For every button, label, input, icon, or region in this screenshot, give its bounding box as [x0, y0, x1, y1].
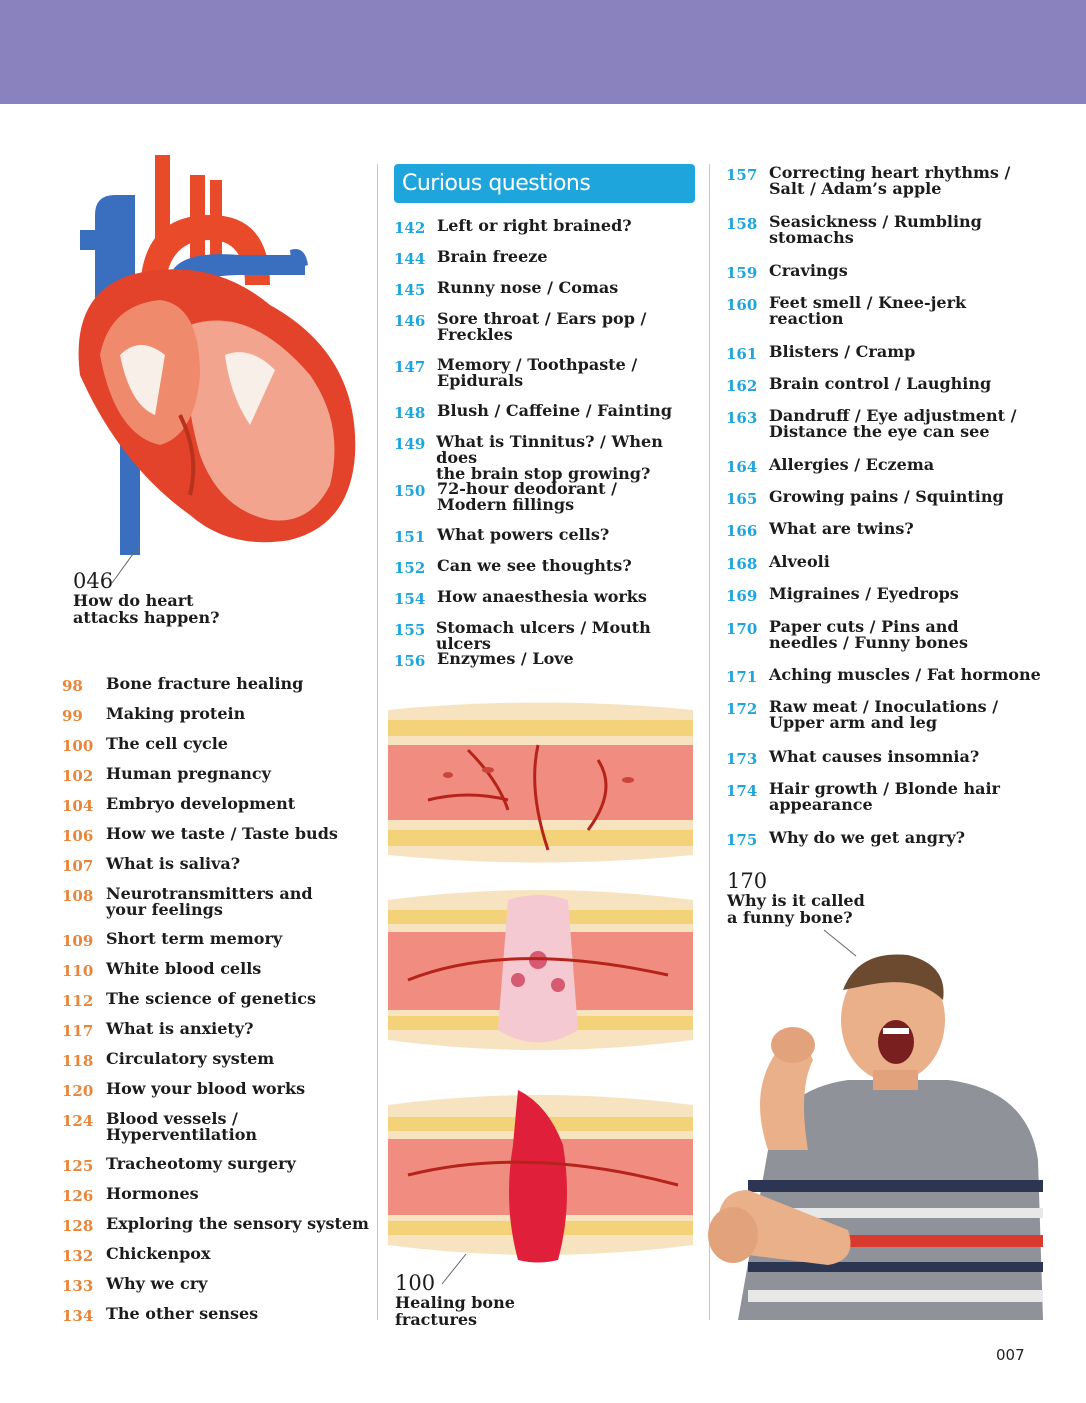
- column-divider-left: [377, 164, 378, 1320]
- contents-entry[interactable]: [726, 214, 982, 246]
- contents-list-right: [726, 165, 1046, 855]
- caption-text-line2: attacks happen?: [73, 608, 220, 627]
- contents-entry[interactable]: [62, 1021, 253, 1039]
- contents-entry[interactable]: [726, 586, 959, 604]
- entry-title: How we taste / Taste buds: [106, 824, 338, 843]
- contents-entry[interactable]: [726, 263, 848, 281]
- entry-title: Circulatory system: [106, 1049, 275, 1068]
- entry-title: Migraines / Eyedrops: [769, 584, 959, 603]
- entry-title: [769, 619, 968, 651]
- contents-entry[interactable]: [394, 280, 618, 298]
- contents-entry[interactable]: [62, 1276, 207, 1294]
- entry-title: Aching muscles / Fat hormone: [769, 665, 1041, 684]
- entry-page-number: 156: [394, 652, 426, 670]
- entry-page-number: 174: [726, 782, 758, 800]
- entry-title: [437, 481, 617, 513]
- entry-title: What is anxiety?: [106, 1019, 254, 1038]
- entry-title: [437, 311, 646, 343]
- entry-title-line1: Hair growth / Blonde hair: [769, 779, 1000, 798]
- caption-text-line2: a funny bone?: [727, 908, 853, 927]
- contents-entry[interactable]: [62, 1081, 305, 1099]
- entry-title: [436, 434, 704, 482]
- entry-title-line2: appearance: [769, 795, 873, 814]
- heart-illustration: [60, 155, 370, 555]
- entry-title: Blush / Caffeine / Fainting: [437, 401, 672, 420]
- contents-entry[interactable]: [394, 357, 637, 389]
- entry-title: Brain control / Laughing: [769, 374, 992, 393]
- entry-page-number: 112: [62, 992, 94, 1010]
- entry-page-number: 150: [394, 482, 426, 500]
- entry-title: Embryo development: [106, 794, 296, 813]
- entry-page-number: 154: [394, 590, 426, 608]
- entry-page-number: 126: [62, 1187, 94, 1205]
- contents-entry[interactable]: [62, 931, 282, 949]
- entry-title: Allergies / Eczema: [769, 455, 935, 474]
- entry-page-number: 133: [62, 1277, 94, 1295]
- entry-page-number: 142: [394, 219, 426, 237]
- contents-entry[interactable]: [394, 311, 646, 343]
- entry-page-number: 99: [62, 707, 83, 725]
- heart-caption: [73, 570, 219, 626]
- entry-title: What is saliva?: [106, 854, 241, 873]
- contents-entry[interactable]: [394, 620, 704, 652]
- entry-page-number: 132: [62, 1247, 94, 1265]
- entry-page-number: 148: [394, 404, 426, 422]
- entry-page-number: 158: [726, 215, 758, 233]
- entry-title-line2: the brain stop growing?: [436, 464, 651, 483]
- entry-title-line1: Feet smell / Knee-jerk: [769, 293, 967, 312]
- entry-title: Bone fracture healing: [106, 674, 304, 693]
- funny-bone-caption: [727, 870, 865, 926]
- entry-title-line1: Memory / Toothpaste /: [437, 355, 638, 374]
- entry-page-number: 100: [62, 737, 94, 755]
- contents-entry[interactable]: [726, 619, 968, 651]
- contents-entry[interactable]: [62, 676, 303, 694]
- entry-page-number: 104: [62, 797, 94, 815]
- entry-title-line2: Distance the eye can see: [769, 422, 990, 441]
- caption-page-number: 046: [73, 569, 114, 593]
- contents-entry[interactable]: [726, 830, 965, 848]
- contents-entry[interactable]: [62, 991, 316, 1009]
- bone-fracture-illustration-2: [388, 880, 693, 1060]
- contents-entry[interactable]: [62, 796, 295, 814]
- entry-title-line2: Epidurals: [437, 371, 524, 390]
- entry-title: Why do we get angry?: [769, 828, 966, 847]
- entry-page-number: 152: [394, 559, 426, 577]
- entry-title: [769, 214, 982, 246]
- entry-title: What are twins?: [769, 519, 914, 538]
- entry-title: Growing pains / Squinting: [769, 487, 1004, 506]
- entry-page-number: 147: [394, 358, 426, 376]
- contents-entry[interactable]: [726, 699, 998, 731]
- entry-title-line1: Seasickness / Rumbling: [769, 212, 982, 231]
- contents-entry[interactable]: [726, 667, 1041, 685]
- caption-text-line1: Healing bone: [395, 1293, 515, 1312]
- entry-page-number: 98: [62, 677, 83, 695]
- entry-title-line2: needles / Funny bones: [769, 633, 968, 652]
- entry-title: [106, 1111, 257, 1143]
- entry-title: Blisters / Cramp: [769, 342, 916, 361]
- entry-page-number: 151: [394, 528, 426, 546]
- entry-page-number: 109: [62, 932, 94, 950]
- entry-title-line1: Paper cuts / Pins and: [769, 617, 959, 636]
- contents-entry[interactable]: [726, 489, 1004, 507]
- entry-page-number: 120: [62, 1082, 94, 1100]
- contents-entry[interactable]: [62, 826, 338, 844]
- entry-page-number: 149: [394, 435, 426, 453]
- contents-entry[interactable]: [394, 403, 672, 421]
- entry-page-number: 162: [726, 377, 758, 395]
- entry-title: [769, 781, 1000, 813]
- caption-text-line1: How do heart: [73, 591, 194, 610]
- entry-title-line1: Correcting heart rhythms /: [769, 163, 1011, 182]
- entry-title: Short term memory: [106, 929, 283, 948]
- entry-title: Chickenpox: [106, 1244, 211, 1263]
- entry-page-number: 125: [62, 1157, 94, 1175]
- entry-title-line2: Freckles: [437, 325, 513, 344]
- entry-page-number: 134: [62, 1307, 94, 1325]
- entry-page-number: 110: [62, 962, 94, 980]
- entry-title-line2: stomachs: [769, 228, 854, 247]
- entry-title: [437, 357, 637, 389]
- entry-title: Making protein: [106, 704, 246, 723]
- contents-entry[interactable]: [62, 1246, 210, 1264]
- entry-title: The cell cycle: [106, 734, 228, 753]
- entry-title: How your blood works: [106, 1079, 306, 1098]
- contents-entry[interactable]: [726, 521, 914, 539]
- entry-title-line1: Neurotransmitters and: [106, 884, 313, 903]
- entry-title: What causes insomnia?: [769, 747, 980, 766]
- entry-page-number: 145: [394, 281, 426, 299]
- entry-page-number: 128: [62, 1217, 94, 1235]
- contents-entry[interactable]: [62, 1156, 296, 1174]
- entry-page-number: 117: [62, 1022, 94, 1040]
- contents-entry[interactable]: [394, 558, 632, 576]
- contents-entry[interactable]: [62, 1051, 274, 1069]
- contents-entry[interactable]: [726, 408, 1016, 440]
- entry-title: What powers cells?: [437, 525, 610, 544]
- contents-entry[interactable]: [394, 651, 574, 669]
- entry-page-number: 159: [726, 264, 758, 282]
- entry-page-number: 155: [394, 621, 426, 639]
- entry-page-number: 172: [726, 700, 758, 718]
- caption-page-number: 100: [395, 1271, 436, 1295]
- entry-title: Cravings: [769, 261, 848, 280]
- entry-title-line1: 72-hour deodorant /: [437, 479, 617, 498]
- entry-page-number: 106: [62, 827, 94, 845]
- entry-page-number: 124: [62, 1112, 94, 1130]
- entry-title-line2: Modern fillings: [437, 495, 575, 514]
- contents-entry[interactable]: [726, 457, 934, 475]
- section-title: Curious questions: [402, 171, 591, 196]
- contents-entry[interactable]: [726, 749, 979, 767]
- entry-page-number: 166: [726, 522, 758, 540]
- entry-title-line2: your feelings: [106, 900, 223, 919]
- entry-title: [106, 886, 313, 918]
- entry-page-number: 173: [726, 750, 758, 768]
- entry-title-line1: What is Tinnitus? / When does: [436, 432, 663, 467]
- contents-entry[interactable]: [62, 1111, 257, 1143]
- entry-title: How anaesthesia works: [437, 587, 647, 606]
- contents-entry[interactable]: [726, 376, 991, 394]
- entry-page-number: 102: [62, 767, 94, 785]
- entry-title: Tracheotomy surgery: [106, 1154, 296, 1173]
- contents-entry[interactable]: [62, 1216, 369, 1234]
- contents-entry[interactable]: [726, 295, 966, 327]
- entry-title-line2: reaction: [769, 309, 844, 328]
- bone-caption: [395, 1272, 515, 1328]
- entry-page-number: 107: [62, 857, 94, 875]
- entry-title: Enzymes / Love: [437, 649, 574, 668]
- entry-page-number: 160: [726, 296, 758, 314]
- header-band: [0, 0, 1086, 104]
- entry-title: The science of genetics: [106, 989, 316, 1008]
- entry-title: [769, 295, 966, 327]
- entry-title: White blood cells: [106, 959, 262, 978]
- entry-title: [769, 699, 998, 731]
- entry-title: [769, 408, 1016, 440]
- contents-entry[interactable]: [394, 249, 548, 267]
- entry-page-number: 168: [726, 555, 758, 573]
- contents-entry[interactable]: [62, 1306, 258, 1324]
- entry-title: Human pregnancy: [106, 764, 271, 783]
- entry-page-number: 144: [394, 250, 426, 268]
- caption-text-line2: fractures: [395, 1310, 478, 1329]
- entry-title: Runny nose / Comas: [437, 278, 619, 297]
- contents-entry[interactable]: [726, 554, 830, 572]
- entry-title-line2: Hyperventilation: [106, 1125, 258, 1144]
- entry-page-number: 164: [726, 458, 758, 476]
- bone-fracture-illustration-3: [388, 1085, 693, 1265]
- entry-title-line1: Raw meat / Inoculations /: [769, 697, 999, 716]
- entry-title: Alveoli: [769, 552, 830, 571]
- contents-entry[interactable]: [62, 766, 271, 784]
- contents-entry[interactable]: [394, 589, 647, 607]
- caption-text-line1: Why is it called: [727, 891, 865, 910]
- contents-entry[interactable]: [62, 961, 261, 979]
- entry-page-number: 157: [726, 166, 758, 184]
- entry-title: The other senses: [106, 1304, 259, 1323]
- caption-page-number: 170: [727, 869, 768, 893]
- bone-fracture-illustration-1: [388, 700, 693, 865]
- contents-list-left: [62, 676, 372, 1326]
- entry-title: Stomach ulcers / Mouth ulcers: [435, 618, 651, 653]
- entry-title-line1: Dandruff / Eye adjustment /: [769, 406, 1017, 425]
- entry-title: Why we cry: [106, 1274, 208, 1293]
- entry-page-number: 165: [726, 490, 758, 508]
- contents-entry[interactable]: [62, 856, 240, 874]
- contents-entry[interactable]: [394, 434, 704, 482]
- contents-entry[interactable]: [62, 886, 313, 918]
- entry-title-line2: Salt / Adam’s apple: [769, 179, 942, 198]
- entry-title: Left or right brained?: [437, 216, 632, 235]
- contents-entry[interactable]: [394, 481, 617, 513]
- entry-page-number: 171: [726, 668, 758, 686]
- contents-entry[interactable]: [62, 736, 228, 754]
- entry-title-line1: Blood vessels /: [106, 1109, 238, 1128]
- entry-page-number: 161: [726, 345, 758, 363]
- contents-entry[interactable]: [394, 218, 632, 236]
- contents-list-middle: [394, 218, 704, 678]
- contents-entry[interactable]: [62, 1186, 199, 1204]
- entry-title-line1: Sore throat / Ears pop /: [437, 309, 647, 328]
- curious-questions-header: [394, 164, 695, 203]
- entry-title: Can we see thoughts?: [437, 556, 632, 575]
- entry-page-number: 175: [726, 831, 758, 849]
- entry-page-number: 146: [394, 312, 426, 330]
- entry-title: Hormones: [106, 1184, 199, 1203]
- contents-entry[interactable]: [726, 781, 1000, 813]
- contents-entry[interactable]: [394, 527, 609, 545]
- entry-title: Brain freeze: [437, 247, 548, 266]
- contents-entry[interactable]: [726, 344, 915, 362]
- contents-entry[interactable]: [62, 706, 245, 724]
- entry-page-number: 170: [726, 620, 758, 638]
- entry-page-number: 169: [726, 587, 758, 605]
- man-holding-elbow-photo: [708, 950, 1048, 1320]
- entry-title: Exploring the sensory system: [106, 1214, 369, 1233]
- page-number: 007: [996, 1346, 1025, 1364]
- entry-page-number: 108: [62, 887, 94, 905]
- entry-title: [769, 165, 1010, 197]
- entry-page-number: 118: [62, 1052, 94, 1070]
- contents-entry[interactable]: [726, 165, 1010, 197]
- entry-page-number: 163: [726, 409, 758, 427]
- entry-title-line2: Upper arm and leg: [769, 713, 938, 732]
